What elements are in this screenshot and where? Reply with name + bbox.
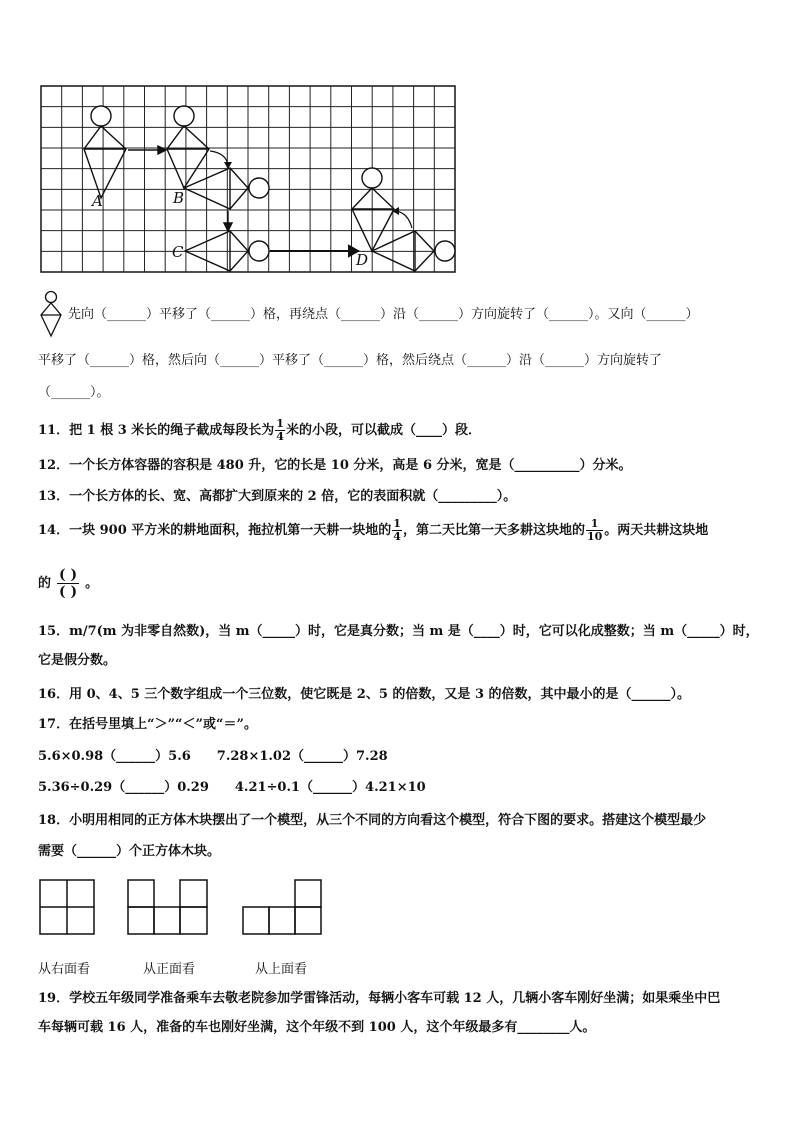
arrow-a-to-b: [128, 146, 166, 154]
label-a: A: [92, 192, 103, 210]
arrow-b-to-c: [224, 211, 232, 231]
q10-line-3: （______）。: [38, 385, 110, 400]
q16: 16．用 0、4、5 三个数字组成一个三位数，使它既是 2、5 的倍数，又是 3 的倍数，其中最小的是（______）。: [38, 687, 691, 702]
q10-line-1: 先向（______）平移了（______）格，再绕点（______）沿（______）方向旋转了（______）。又向（______）: [68, 307, 699, 322]
q19-line-2: 车每辆可载 16 人，准备的车也刚好坐满，这个年级不到 100 人，这个年级最多有________人。: [38, 1020, 596, 1035]
q14-fraction-2: $\frac{1}{10}$: [586, 517, 603, 543]
label-d: D: [356, 251, 369, 269]
q14-line-1: [38, 516, 708, 546]
q18-line-2: 需要（______）个正方体木块。: [38, 844, 221, 859]
q11-before: 11．把 1 根 3 米长的绳子截成每段长为: [38, 423, 275, 438]
q12: 12．一个长方体容器的容积是 480 升，它的长是 10 分米，高是 6 分米，宽是（__________）分米。: [38, 458, 632, 473]
q11-after: 米的小段，可以截成（____）段．: [285, 423, 481, 438]
q14-line-2: [38, 564, 98, 604]
q17-title: 17．在括号里填上“＞”“＜”或“＝”。: [38, 717, 257, 732]
q14-part1: 14．一块 900 平方米的耕地面积，拖拉机第一天耕一块地的: [38, 523, 392, 538]
front-view: [128, 880, 207, 934]
q14-part3: 。两天共耕这块地: [604, 523, 709, 538]
q14-answer-fraction: $\frac{( )}{( )}$: [59, 567, 78, 600]
q19-line-1: 19．学校五年级同学准备乘车去敬老院参加学雷锋活动，每辆小客车可载 12 人，几辆小客车刚好坐满；如果乘坐中巴: [38, 991, 721, 1006]
figure-a: [84, 106, 126, 198]
q15-line-2: 它是假分数。: [38, 653, 117, 668]
label-right-view: 从右面看: [38, 962, 91, 977]
label-c: C: [172, 243, 184, 261]
q17-row-2: 5.36÷0.29（______）0.29 4.21÷0.1（______）4.21×10: [38, 780, 426, 795]
label-b: B: [173, 189, 185, 207]
q11-fraction: $\frac{1}{4}$: [276, 417, 284, 443]
figure-b: [167, 106, 209, 188]
q13: 13．一个长方体的长、宽、高都扩大到原来的 2 倍，它的表面积就（_________）。: [38, 489, 517, 504]
q14-line2-after: 。: [85, 576, 99, 591]
q14-line2-before: 的: [38, 576, 52, 591]
transformation-grid-figure: [40, 85, 456, 273]
label-top-view: 从上面看: [255, 962, 308, 977]
q18-line-1: 18．小明用相同的正方体木块摆出了一个模型，从三个不同的方向看这个模型，符合下图的要求。搭建这个模型最少: [38, 813, 707, 828]
figure-d: [352, 168, 394, 251]
q15-line-1: 15．m/7(m 为非零自然数)，当 m（_____）时，它是真分数；当 m 是（____）时，它可以化成整数；当 m（_____）时，: [38, 624, 759, 639]
top-view: [243, 880, 321, 934]
figure-b-rotated: [184, 168, 269, 209]
label-front-view: 从正面看: [143, 962, 196, 977]
q14-part2: ，第二天比第一天多耕这块地的: [402, 523, 585, 538]
right-view: [40, 880, 94, 934]
kite-shape-icon: [38, 290, 64, 338]
three-views-figure: [38, 878, 338, 938]
q14-fraction-1: $\frac{1}{4}$: [393, 517, 401, 543]
arrow-c-to-d: [270, 246, 358, 256]
q10-line-2: 平移了（______）格，然后向（______）平移了（______）格，然后绕点（______）沿（______）方向旋转了: [38, 353, 663, 368]
q17-row-1: 5.6×0.98（______）5.6 7.28×1.02（______）7.28: [38, 749, 388, 764]
q11: [38, 418, 481, 444]
